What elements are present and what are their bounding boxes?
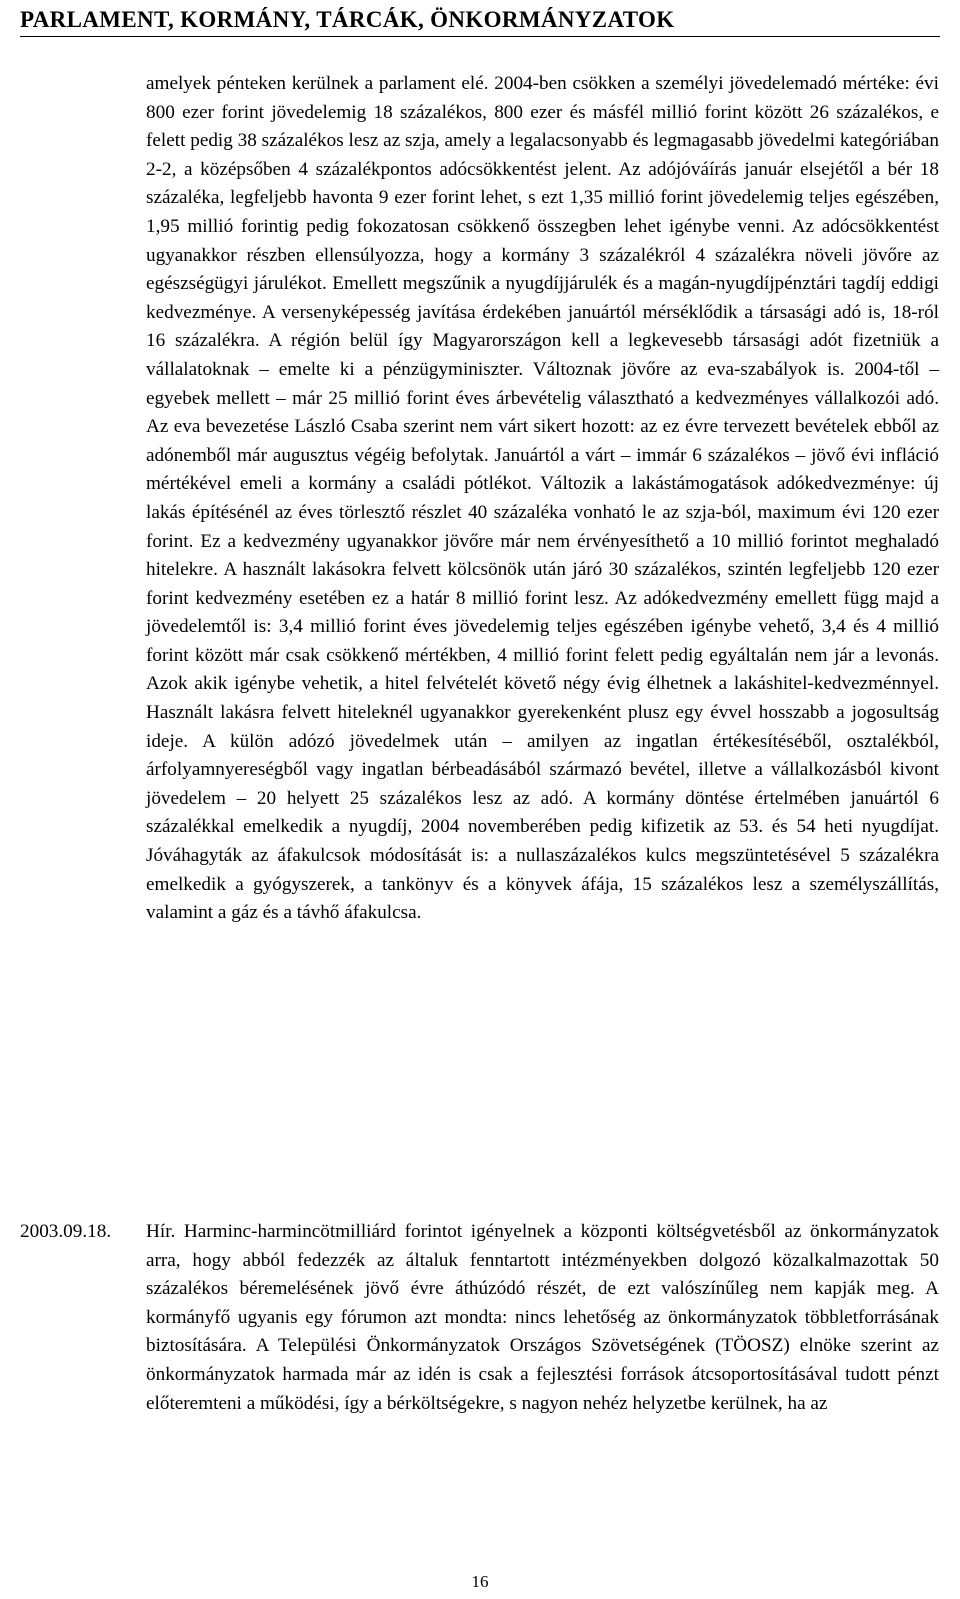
running-header [20, 6, 940, 37]
page-number: 16 [471, 1572, 489, 1591]
entry-text: amelyek pénteken kerülnek a parlament elé. 2004-ben csökken a személyi jövedelemadó mértéke: évi 800 ezer forint jövedelemig 18 százalékos, 800 ezer és másfél millió forint között 26 százalékos, e felett pedig 38 százalékos lesz az szja, amely a legalacsonyabb és legmagasabb jövedelmi kategóriában 2-2, a középsőben 4 százalékpontos adócsökkentést jelent. Az adójóváírás január elsejétől a bér 18 százaléka, legfeljebb havonta 9 ezer forint lehet, s ezt 1,35 millió forint jövedelemig teljes egészében, 1,95 millió forintig pedig fokozatosan csökkenő összegben lehet igénybe venni. Az adócsökkentést ugyanakkor részben ellensúlyozza, hogy a kormány 3 százalékról 4 százalékra növeli jövőre az egészségügyi járulékot. Emellett megszűnik a nyugdíjjárulék és a magán-nyugdíjpénztári tagdíj eddigi kedvezménye. A versenyképesség javítása érdekében januártól mérséklődik a társasági adó is, 18-ról 16 százalékra. A régión belül így Magyarországon kell a legkevesebb társasági adót fizetniük a vállalatoknak – emelte ki a pénzügyminiszter. Változnak jövőre az eva-szabályok is. 2004-től – egyebek mellett – már 25 millió forint éves árbevételig választható a kedvezményes vállalkozói adó. Az eva bevezetése László Csaba szerint nem várt sikert hozott: az ez évre tervezett bevételek ebből az adónemből már augusztus végéig befolytak. Januártól a várt – immár 6 százalékos – jövő évi infláció mértékével emeli a kormány a családi pótlékot. Változik a lakástámogatások adókedvezménye: új lakás építésénél az éves törlesztő részlet 40 százaléka vonható le az szja-ból, maximum évi 120 ezer forint. Ez a kedvezmény ugyanakkor jövőre már nem érvényesíthető a 10 millió forintot meghaladó hitelekre. A használt lakásokra felvett kölcsönök után járó 30 százalékos, szintén legfeljebb 120 ezer forint kedvezmény esetében ez a határ 8 millió forint lesz. Az adókedvezmény emellett függ majd a jövedelemtől is: 3,4 millió forint éves jövedelemig teljes egészében igénybe vehető, 3,4 és 4 millió forint között már csak csökkenő mértékben, 4 millió forint felett pedig egyáltalán nem jár a levonás. Azok akik igénybe vehetik, a hitel felvételét követő négy évig élhetnek a lakáshitel-kedvezménnyel. Használt lakásra felvett hiteleknél ugyanakkor gyerekenként plusz egy évvel hosszabb a jogosultság ideje. A külön adózó jövedelmek után – amilyen az ingatlan értékesítéséből, osztalékból, árfolyamnyereségből vagy ingatlan bérbeadásából származó bevétel, illetve a vállalkozásból kivont jövedelem – 20 helyett 25 százalékos lesz az adó. A kormány döntése értelmében januártól 6 százalékkal emelkedik a nyugdíj, 2004 novemberében pedig kifizetik az 53. és 54 heti nyugdíjat. Jóváhagyták az áfakulcsok módosítását is: a nullaszázalékos kulcs megszüntetésével 5 százalékra emelkedik a gyógyszerek, a tankönyv és a könyvek áfája, 15 százalékos lesz a személyszállítás, valamint a gáz és a távhő áfakulcsa. [146, 73, 939, 924]
entry-date: 2003.09.18. [20, 1221, 112, 1242]
header-title: PARLAMENT, KORMÁNY, TÁRCÁK, ÖNKORMÁNYZATOK [20, 7, 675, 32]
entry-text: Hír. Harminc-harmincötmilliárd forintot igényelnek a központi költségvetésből az önkormányzatok arra, hogy abból fedezzék az általuk fenntartott intézményekben dolgozó közalkalmazottak 50 százalékos béremelésének jövő évre áthúzódó részét, de ezt valószínűleg nem kapják meg. A kormányfő ugyanis egy fórumon azt mondta: nincs lehetőség az önkormányzatok többletforrásának biztosítására. A Települési Önkormányzatok Országos Szövetségének (TÖOSZ) elnöke szerint az önkormányzatok harmada már az idén is csak a fejlesztési források átcsoportosításával tudott pénzt előteremteni a működési, így a bérköltségekre, s nagyon nehéz helyzetbe kerülnek, ha az [146, 1221, 939, 1414]
